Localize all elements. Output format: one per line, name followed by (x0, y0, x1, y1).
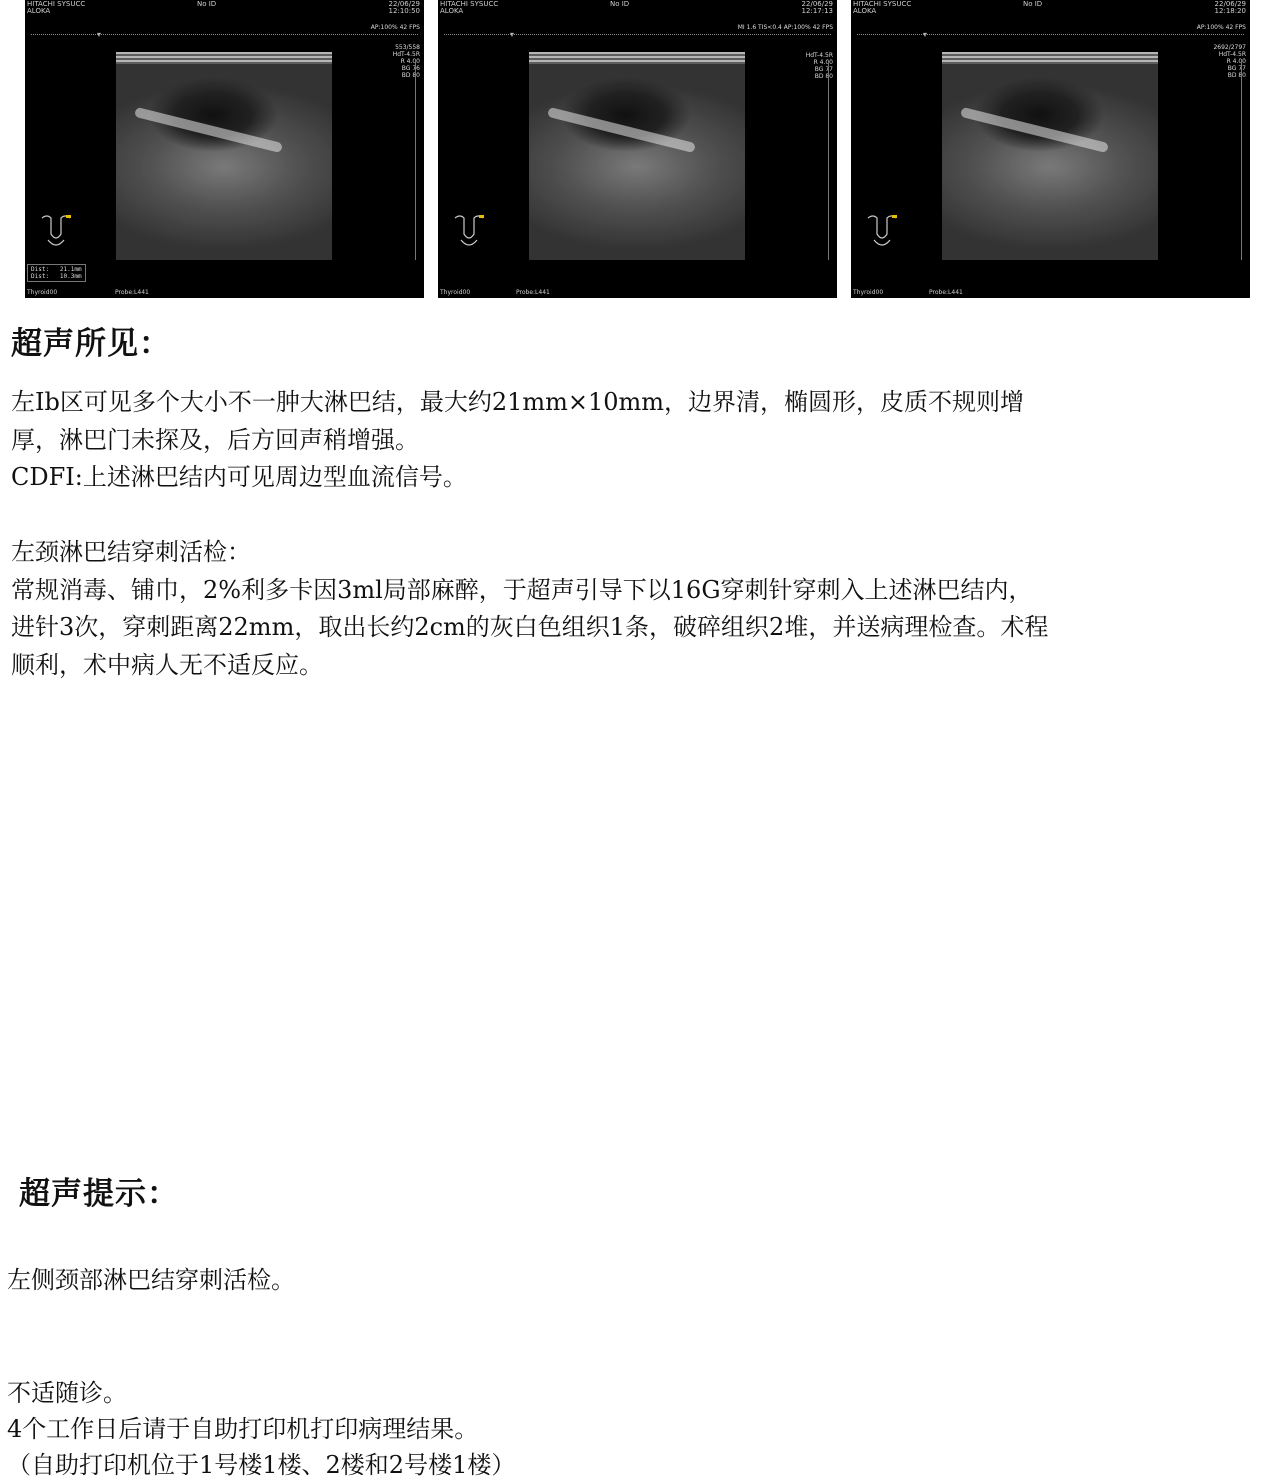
patient-id: No ID (610, 0, 630, 8)
ultrasound-image-2 (438, 0, 837, 298)
focus-marker-icon: ▾ (510, 30, 515, 39)
findings-line: 左Ib区可见多个大小不一肿大淋巴结，最大约21mm×10mm，边界清，椭圆形，皮质不规则增 (11, 388, 1025, 416)
acquisition-params: MI 1.6 TIS<0.4 AP:100% 42 FPS (737, 24, 833, 31)
side-params: 553/558 HdT-4.5R R 4.00 BG 76 BD 80 (392, 44, 420, 79)
findings-heading: 超声所见： (11, 326, 171, 362)
body-mark-icon (452, 212, 486, 252)
image-header (25, 0, 424, 14)
scan-time: 12:10:50 (388, 7, 420, 15)
biopsy-heading: 左颈淋巴结穿刺活检： (11, 538, 251, 566)
ultrasound-image-3 (851, 0, 1250, 298)
device-sublabel: ALOKA (853, 7, 877, 15)
body-mark-icon (865, 212, 899, 252)
ultrasound-scan (942, 52, 1158, 260)
impression-notes (7, 1375, 1267, 1483)
depth-ruler (857, 34, 1244, 36)
depth-ruler (444, 34, 831, 36)
biopsy-line: 进针3次，穿刺距离22mm，取出长约2cm的灰白色组织1条，破碎组织2堆，并送病理检查。术程 (11, 613, 1049, 641)
device-label: HITACHI SYSUCC (27, 0, 86, 8)
biopsy-line: 常规消毒、铺巾，2%利多卡因3ml局部麻醉，于超声引导下以16G穿刺针穿刺入上述淋巴结内， (11, 575, 1033, 604)
probe-label: Probe:L441 (516, 289, 550, 296)
ultrasound-scan (529, 52, 745, 260)
device-label: HITACHI SYSUCC (440, 0, 499, 8)
side-params: HdT-4.5R R 4.00 BG 77 BD 80 (805, 52, 833, 80)
image-footer (438, 286, 837, 296)
note-line: 4个工作日后请于自助打印机打印病理结果。 (7, 1415, 479, 1443)
scan-time: 12:18:20 (1214, 7, 1246, 15)
scan-time: 12:17:13 (801, 7, 833, 15)
depth-scale (828, 60, 833, 260)
findings-text (11, 384, 1271, 684)
scan-date: 22/06/29 (388, 0, 420, 8)
scan-date: 22/06/29 (801, 0, 833, 8)
ultrasound-scan (116, 52, 332, 260)
image-header (851, 0, 1250, 14)
probe-label: Probe:L441 (929, 289, 963, 296)
image-footer (851, 286, 1250, 296)
findings-line: CDFI:上述淋巴结内可见周边型血流信号。 (11, 463, 467, 491)
note-line: （自助打印机位于1号楼1楼、2楼和2号楼1楼） (7, 1451, 516, 1479)
preset-label: Thyroid00 (27, 289, 58, 296)
findings-line: 厚，淋巴门未探及，后方回声稍增强。 (11, 425, 419, 454)
preset-label: Thyroid00 (853, 289, 884, 296)
scan-date: 22/06/29 (1214, 0, 1246, 8)
patient-id: No ID (1023, 0, 1043, 8)
acquisition-params: AP:100% 42 FPS (370, 24, 420, 31)
depth-scale (415, 60, 420, 260)
body-mark-icon (39, 212, 73, 252)
note-line: 不适随诊。 (7, 1379, 127, 1407)
impression-heading: 超声提示： (19, 1176, 179, 1212)
acquisition-params: AP:100% 42 FPS (1196, 24, 1246, 31)
side-params: 2692/2797 HdT-4.5R R 4.00 BG 77 BD 80 (1213, 44, 1246, 79)
patient-id: No ID (197, 0, 217, 8)
depth-scale (1241, 60, 1246, 260)
findings-line (11, 497, 1271, 535)
preset-label: Thyroid00 (440, 289, 471, 296)
probe-label: Probe:L441 (115, 289, 149, 296)
device-label: HITACHI SYSUCC (853, 0, 912, 8)
device-sublabel: ALOKA (27, 7, 51, 15)
device-sublabel: ALOKA (440, 7, 464, 15)
focus-marker-icon: ▾ (97, 30, 102, 39)
focus-marker-icon: ▾ (923, 30, 928, 39)
image-header (438, 0, 837, 14)
ultrasound-image-1 (25, 0, 424, 298)
biopsy-line: 顺利，术中病人无不适反应。 (11, 650, 323, 679)
measurement-box: Dist: 21.1mm Dist: 10.3mm (27, 264, 86, 282)
image-footer (25, 286, 424, 296)
impression-conclusion: 左侧颈部淋巴结穿刺活检。 (7, 1266, 295, 1294)
depth-ruler (31, 34, 418, 36)
